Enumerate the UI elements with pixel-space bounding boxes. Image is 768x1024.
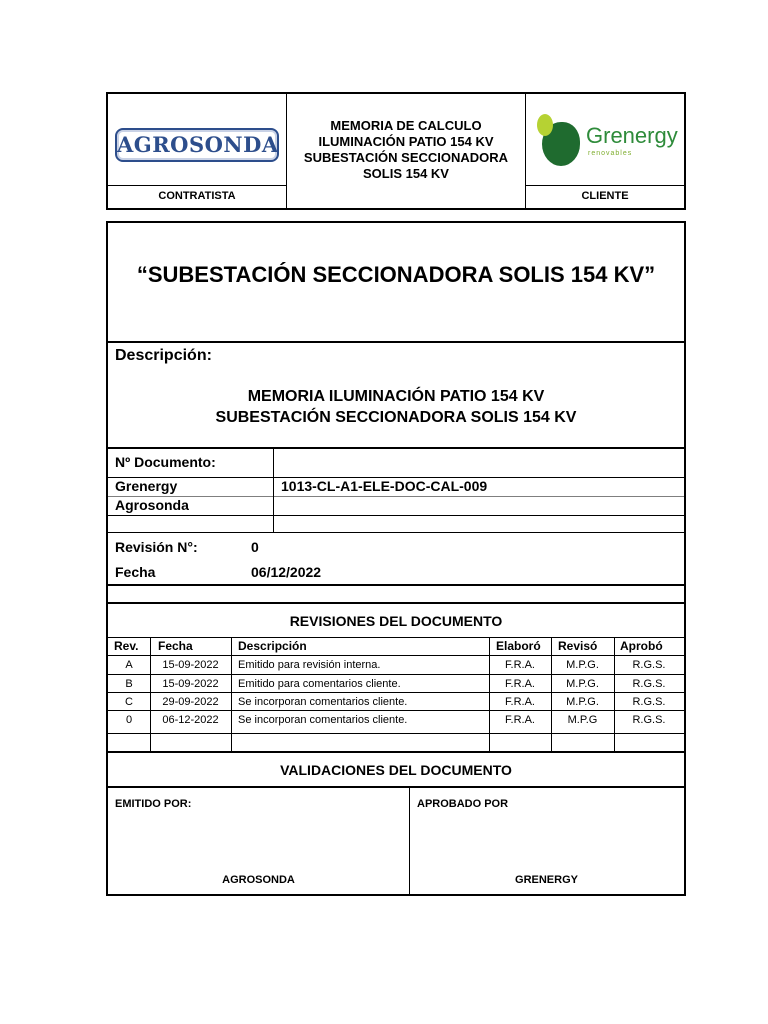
fecha-value: 06/12/2022 (251, 564, 322, 580)
description-text (108, 386, 684, 428)
rev-cell: M.P.G. (566, 678, 599, 690)
contractor-label: CONTRATISTA (158, 190, 236, 202)
rev-header-fecha: Fecha (158, 639, 193, 653)
rev-cell: R.G.S. (632, 714, 666, 726)
approved-by-label: APROBADO POR (417, 798, 509, 810)
rev-cell: F.R.A. (505, 678, 535, 690)
rev-header-elaboro: Elaboró (496, 639, 541, 653)
revision-value: 0 (251, 539, 259, 555)
header-title-line: SUBESTACIÓN SECCIONADORA (303, 150, 509, 165)
agrosonda-label: Agrosonda (115, 497, 189, 513)
rev-cell: F.R.A. (505, 659, 535, 671)
docnum-row-line (108, 532, 684, 533)
docnum-col-divider (273, 448, 274, 532)
divider (108, 751, 684, 753)
rev-cell: R.G.S. (632, 659, 666, 671)
divider (108, 447, 684, 449)
rev-cell: R.G.S. (632, 696, 666, 708)
rev-header-rev: Rev. (114, 639, 139, 653)
grenergy-logo-text: Grenergy (586, 123, 678, 148)
rev-header-reviso: Revisó (558, 639, 598, 653)
agrosonda-logo-text: AGROSONDA (117, 132, 279, 157)
rev-cell: Emitido para comentarios cliente. (238, 678, 401, 690)
document-cover-box (106, 221, 686, 896)
rev-cell: M.P.G. (566, 696, 599, 708)
rev-cell: Se incorporan comentarios cliente. (238, 714, 408, 726)
validations-title: VALIDACIONES DEL DOCUMENTO (280, 762, 512, 778)
revision-label: Revisión N°: (115, 539, 198, 555)
rev-header-aprobo: Aprobó (620, 639, 663, 653)
grenergy-label: Grenergy (115, 478, 178, 494)
divider (108, 602, 684, 604)
header-title-line: MEMORIA DE CALCULO (330, 118, 482, 133)
rev-row-line (108, 733, 684, 734)
rev-cell: M.P.G. (566, 659, 599, 671)
grenergy-logo-dot-icon (537, 114, 553, 136)
rev-cell: 15-09-2022 (162, 678, 219, 690)
rev-cell: 29-09-2022 (162, 696, 219, 708)
description-line: MEMORIA ILUMINACIÓN PATIO 154 KV (247, 388, 545, 405)
header-box (106, 92, 686, 210)
rev-cell: F.R.A. (505, 696, 535, 708)
header-doc-title (287, 118, 525, 182)
header-label-line-right (525, 185, 684, 186)
grenergy-logo (536, 112, 686, 172)
rev-header-descripcion: Descripción (238, 639, 307, 653)
rev-cell: C (125, 696, 133, 708)
cover-title: “SUBESTACIÓN SECCIONADORA SOLIS 154 KV” (136, 262, 656, 287)
description-line: SUBESTACIÓN SECCIONADORA SOLIS 154 KV (215, 409, 577, 426)
header-title-line: ILUMINACIÓN PATIO 154 KV (318, 134, 494, 149)
doc-number-label: Nº Documento: (115, 454, 216, 470)
rev-cell: R.G.S. (632, 678, 666, 690)
grenergy-doc-code: 1013-CL-A1-ELE-DOC-CAL-009 (281, 478, 488, 494)
divider (108, 341, 684, 343)
approved-by-value: GRENERGY (515, 874, 578, 886)
emitted-by-value: AGROSONDA (222, 874, 295, 886)
emitted-by-label: EMITIDO POR: (115, 798, 192, 810)
rev-cell: 15-09-2022 (162, 659, 219, 671)
revisions-line (108, 637, 684, 638)
rev-cell: F.R.A. (505, 714, 535, 726)
header-label-line-left (108, 185, 286, 186)
client-label: CLIENTE (581, 190, 629, 202)
rev-cell: M.P.G (567, 714, 598, 726)
rev-cell: 06-12-2022 (162, 714, 219, 726)
rev-cell: 0 (125, 714, 133, 726)
rev-cell: Se incorporan comentarios cliente. (238, 696, 408, 708)
revisions-title: REVISIONES DEL DOCUMENTO (289, 613, 503, 629)
docnum-row-line (108, 496, 684, 497)
agrosonda-logo (115, 128, 279, 162)
description-label: Descripción: (115, 347, 212, 364)
rev-cell: A (125, 659, 133, 671)
docnum-row-line (108, 515, 273, 516)
docnum-row-line (273, 515, 684, 516)
divider (108, 786, 684, 788)
grenergy-logo-subtext: renovables (588, 150, 633, 157)
header-title-line: SOLIS 154 KV (363, 166, 449, 181)
fecha-label: Fecha (115, 564, 156, 580)
rev-cell: B (125, 678, 133, 690)
rev-cell: Emitido para revisión interna. (238, 659, 381, 671)
divider (108, 584, 684, 586)
